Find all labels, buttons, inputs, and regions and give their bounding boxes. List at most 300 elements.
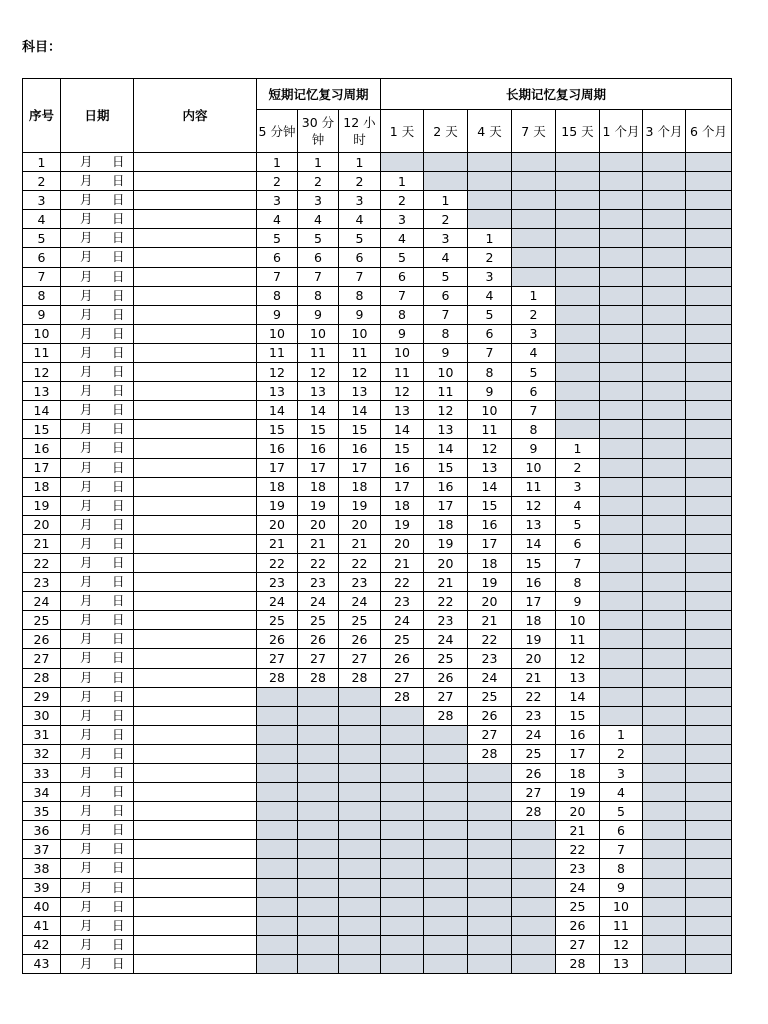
date-cell[interactable] [61, 954, 134, 973]
row-number: 7 [23, 267, 61, 286]
review-cell [643, 267, 686, 286]
review-cell: 24 [381, 611, 424, 630]
review-cell: 19 [468, 573, 512, 592]
content-cell[interactable] [134, 172, 257, 191]
date-cell[interactable] [61, 305, 134, 324]
review-cell [686, 191, 732, 210]
review-cell [381, 916, 424, 935]
date-cell[interactable] [61, 286, 134, 305]
date-cell[interactable] [61, 534, 134, 553]
content-cell[interactable] [134, 764, 257, 783]
month-label: 月 [80, 612, 93, 628]
review-cell [686, 363, 732, 382]
review-cell [298, 725, 339, 744]
month-label: 月 [80, 211, 93, 227]
review-cell: 7 [424, 305, 468, 324]
row-number: 32 [23, 744, 61, 763]
table-row [23, 420, 732, 439]
review-cell: 10 [339, 324, 381, 343]
review-cell: 17 [381, 477, 424, 496]
content-cell[interactable] [134, 343, 257, 362]
content-cell[interactable] [134, 401, 257, 420]
review-cell [381, 878, 424, 897]
review-cell [686, 553, 732, 572]
date-cell[interactable] [61, 611, 134, 630]
day-label: 日 [112, 440, 125, 456]
date-cell[interactable] [61, 573, 134, 592]
review-cell [257, 706, 298, 725]
review-cell: 8 [556, 573, 600, 592]
day-label: 日 [112, 650, 125, 666]
review-cell [643, 363, 686, 382]
table-row [23, 324, 732, 343]
row-number: 22 [23, 553, 61, 572]
review-cell: 24 [556, 878, 600, 897]
review-cell: 7 [468, 343, 512, 362]
review-cell: 4 [381, 229, 424, 248]
content-cell[interactable] [134, 668, 257, 687]
review-cell [381, 840, 424, 859]
row-number: 28 [23, 668, 61, 687]
row-number: 18 [23, 477, 61, 496]
row-number: 38 [23, 859, 61, 878]
header-interval-8: 15 天 [556, 110, 600, 153]
month-label: 月 [80, 173, 93, 189]
review-cell: 22 [424, 592, 468, 611]
review-cell: 15 [468, 496, 512, 515]
review-cell [468, 821, 512, 840]
review-cell: 7 [339, 267, 381, 286]
review-cell: 18 [556, 764, 600, 783]
date-cell[interactable] [61, 153, 134, 172]
date-cell[interactable] [61, 630, 134, 649]
content-cell[interactable] [134, 553, 257, 572]
review-cell [298, 935, 339, 954]
day-label: 日 [112, 688, 125, 704]
review-cell: 26 [424, 668, 468, 687]
review-cell [381, 954, 424, 973]
review-cell [643, 210, 686, 229]
content-cell[interactable] [134, 916, 257, 935]
table-row [23, 840, 732, 859]
day-label: 日 [112, 879, 125, 895]
day-label: 日 [112, 535, 125, 551]
review-cell: 15 [512, 553, 556, 572]
review-cell [424, 897, 468, 916]
review-cell [512, 878, 556, 897]
content-cell[interactable] [134, 439, 257, 458]
table-row [23, 515, 732, 534]
table-row [23, 172, 732, 191]
review-cell [257, 802, 298, 821]
day-label: 日 [112, 784, 125, 800]
review-cell: 5 [298, 229, 339, 248]
review-cell [600, 420, 643, 439]
row-number: 26 [23, 630, 61, 649]
review-cell [512, 954, 556, 973]
review-cell [686, 744, 732, 763]
header-interval-1: 5 分钟 [257, 110, 298, 153]
date-cell[interactable] [61, 706, 134, 725]
review-cell [257, 897, 298, 916]
review-cell [686, 725, 732, 744]
date-cell[interactable] [61, 668, 134, 687]
date-cell[interactable] [61, 191, 134, 210]
content-cell[interactable] [134, 725, 257, 744]
review-cell [643, 954, 686, 973]
review-cell: 22 [257, 553, 298, 572]
review-cell: 5 [381, 248, 424, 267]
date-cell[interactable] [61, 859, 134, 878]
row-number: 12 [23, 363, 61, 382]
content-cell[interactable] [134, 954, 257, 973]
date-cell[interactable] [61, 210, 134, 229]
review-cell [468, 859, 512, 878]
date-cell[interactable] [61, 553, 134, 572]
content-cell[interactable] [134, 859, 257, 878]
review-cell: 7 [600, 840, 643, 859]
review-cell: 20 [257, 515, 298, 534]
month-label: 月 [80, 497, 93, 513]
content-cell[interactable] [134, 706, 257, 725]
date-cell[interactable] [61, 802, 134, 821]
review-cell [600, 363, 643, 382]
content-cell[interactable] [134, 324, 257, 343]
review-cell: 28 [339, 668, 381, 687]
review-cell [298, 744, 339, 763]
table-row [23, 802, 732, 821]
review-cell: 26 [257, 630, 298, 649]
review-cell: 8 [339, 286, 381, 305]
review-cell [424, 821, 468, 840]
review-cell: 19 [424, 534, 468, 553]
review-cell [556, 305, 600, 324]
row-number: 35 [23, 802, 61, 821]
review-cell: 7 [298, 267, 339, 286]
review-cell [686, 172, 732, 191]
date-cell[interactable] [61, 267, 134, 286]
review-cell [512, 267, 556, 286]
review-cell: 27 [468, 725, 512, 744]
review-cell: 4 [257, 210, 298, 229]
review-cell [257, 764, 298, 783]
content-cell[interactable] [134, 420, 257, 439]
review-cell [686, 821, 732, 840]
review-cell [686, 305, 732, 324]
review-cell: 9 [257, 305, 298, 324]
content-cell[interactable] [134, 821, 257, 840]
review-cell: 18 [381, 496, 424, 515]
content-cell[interactable] [134, 744, 257, 763]
review-cell: 27 [381, 668, 424, 687]
date-cell[interactable] [61, 248, 134, 267]
day-label: 日 [112, 325, 125, 341]
review-cell: 10 [381, 343, 424, 362]
review-cell [468, 916, 512, 935]
date-cell[interactable] [61, 363, 134, 382]
review-cell [600, 172, 643, 191]
review-cell [339, 744, 381, 763]
date-cell[interactable] [61, 878, 134, 897]
date-cell[interactable] [61, 458, 134, 477]
review-cell [686, 496, 732, 515]
date-cell[interactable] [61, 496, 134, 515]
review-cell [257, 954, 298, 973]
review-cell: 16 [339, 439, 381, 458]
review-cell: 5 [600, 802, 643, 821]
table-row [23, 687, 732, 706]
review-cell [686, 458, 732, 477]
content-cell[interactable] [134, 191, 257, 210]
review-cell [512, 916, 556, 935]
row-number: 10 [23, 324, 61, 343]
date-cell[interactable] [61, 382, 134, 401]
header-interval-4: 1 天 [381, 110, 424, 153]
review-cell: 27 [512, 783, 556, 802]
month-label: 月 [80, 268, 93, 284]
review-cell: 14 [468, 477, 512, 496]
review-cell: 8 [298, 286, 339, 305]
review-cell: 5 [339, 229, 381, 248]
review-cell [643, 458, 686, 477]
review-cell [643, 802, 686, 821]
content-cell[interactable] [134, 286, 257, 305]
content-cell[interactable] [134, 229, 257, 248]
date-cell[interactable] [61, 477, 134, 496]
date-cell[interactable] [61, 916, 134, 935]
review-cell [512, 248, 556, 267]
review-cell: 6 [381, 267, 424, 286]
content-cell[interactable] [134, 210, 257, 229]
table-row [23, 630, 732, 649]
review-cell [686, 477, 732, 496]
header-interval-3: 12 小时 [339, 110, 381, 153]
date-cell[interactable] [61, 515, 134, 534]
date-cell[interactable] [61, 744, 134, 763]
day-label: 日 [112, 344, 125, 360]
review-cell [686, 515, 732, 534]
review-cell [600, 267, 643, 286]
review-cell [686, 630, 732, 649]
review-cell [643, 553, 686, 572]
date-cell[interactable] [61, 229, 134, 248]
review-cell [643, 343, 686, 362]
review-cell [339, 859, 381, 878]
review-cell [686, 229, 732, 248]
content-cell[interactable] [134, 382, 257, 401]
date-cell[interactable] [61, 420, 134, 439]
date-cell[interactable] [61, 821, 134, 840]
review-cell [643, 764, 686, 783]
review-cell: 25 [424, 649, 468, 668]
day-label: 日 [112, 421, 125, 437]
review-cell: 9 [556, 592, 600, 611]
review-cell: 12 [381, 382, 424, 401]
review-cell [298, 840, 339, 859]
content-cell[interactable] [134, 649, 257, 668]
content-cell[interactable] [134, 305, 257, 324]
review-cell [600, 668, 643, 687]
month-label: 月 [80, 287, 93, 303]
table-row [23, 783, 732, 802]
date-cell[interactable] [61, 343, 134, 362]
review-cell: 1 [424, 191, 468, 210]
review-cell: 28 [381, 687, 424, 706]
review-cell: 15 [424, 458, 468, 477]
review-cell: 3 [381, 210, 424, 229]
review-cell: 16 [257, 439, 298, 458]
review-cell: 19 [257, 496, 298, 515]
review-cell: 4 [468, 286, 512, 305]
review-cell: 24 [339, 592, 381, 611]
subject-label: 科目： [22, 40, 62, 55]
review-cell [424, 916, 468, 935]
content-cell[interactable] [134, 248, 257, 267]
content-cell[interactable] [134, 840, 257, 859]
review-cell: 11 [424, 382, 468, 401]
review-cell: 13 [468, 458, 512, 477]
review-cell [686, 668, 732, 687]
date-cell[interactable] [61, 172, 134, 191]
day-label: 日 [112, 459, 125, 475]
review-cell: 3 [257, 191, 298, 210]
content-cell[interactable] [134, 477, 257, 496]
review-cell [643, 420, 686, 439]
review-cell [424, 954, 468, 973]
review-cell: 2 [298, 172, 339, 191]
review-cell: 12 [424, 401, 468, 420]
review-cell: 21 [257, 534, 298, 553]
month-label: 月 [80, 459, 93, 475]
review-cell: 17 [257, 458, 298, 477]
date-cell[interactable] [61, 725, 134, 744]
review-cell [686, 802, 732, 821]
content-cell[interactable] [134, 878, 257, 897]
content-cell[interactable] [134, 458, 257, 477]
review-cell: 11 [257, 343, 298, 362]
review-cell [600, 611, 643, 630]
table-row [23, 305, 732, 324]
content-cell[interactable] [134, 592, 257, 611]
review-cell [600, 382, 643, 401]
review-cell: 5 [468, 305, 512, 324]
review-cell: 3 [298, 191, 339, 210]
review-cell [600, 687, 643, 706]
review-cell: 14 [424, 439, 468, 458]
row-number: 14 [23, 401, 61, 420]
content-cell[interactable] [134, 515, 257, 534]
review-cell [600, 649, 643, 668]
date-cell[interactable] [61, 840, 134, 859]
date-cell[interactable] [61, 401, 134, 420]
review-cell [600, 153, 643, 172]
table-row [23, 573, 732, 592]
review-cell: 7 [512, 401, 556, 420]
table-row [23, 725, 732, 744]
month-label: 月 [80, 803, 93, 819]
content-cell[interactable] [134, 267, 257, 286]
day-label: 日 [112, 497, 125, 513]
review-cell: 6 [468, 324, 512, 343]
month-label: 月 [80, 765, 93, 780]
date-cell[interactable] [61, 783, 134, 802]
review-cell: 14 [512, 534, 556, 553]
review-cell [643, 477, 686, 496]
day-label: 日 [112, 211, 125, 227]
month-label: 月 [80, 860, 93, 876]
review-cell [600, 305, 643, 324]
date-cell[interactable] [61, 764, 134, 783]
review-cell [512, 840, 556, 859]
review-cell: 17 [512, 592, 556, 611]
review-cell: 1 [381, 172, 424, 191]
content-cell[interactable] [134, 802, 257, 821]
content-cell[interactable] [134, 687, 257, 706]
review-cell [556, 267, 600, 286]
review-cell: 23 [556, 859, 600, 878]
date-cell[interactable] [61, 592, 134, 611]
review-cell [468, 210, 512, 229]
row-number: 24 [23, 592, 61, 611]
review-cell: 21 [512, 668, 556, 687]
review-cell [686, 153, 732, 172]
review-cell [512, 821, 556, 840]
date-cell[interactable] [61, 324, 134, 343]
content-cell[interactable] [134, 363, 257, 382]
day-label: 日 [112, 936, 125, 952]
date-cell[interactable] [61, 649, 134, 668]
review-cell [468, 954, 512, 973]
day-label: 日 [112, 287, 125, 303]
month-label: 月 [80, 230, 93, 246]
review-cell: 17 [556, 744, 600, 763]
review-cell: 25 [468, 687, 512, 706]
day-label: 日 [112, 822, 125, 838]
content-cell[interactable] [134, 935, 257, 954]
header-content: 内容 [134, 79, 257, 153]
content-cell[interactable] [134, 153, 257, 172]
content-cell[interactable] [134, 496, 257, 515]
review-cell [424, 153, 468, 172]
review-cell [643, 592, 686, 611]
date-cell[interactable] [61, 897, 134, 916]
content-cell[interactable] [134, 611, 257, 630]
content-cell[interactable] [134, 630, 257, 649]
review-cell: 25 [298, 611, 339, 630]
review-cell: 18 [424, 515, 468, 534]
row-number: 2 [23, 172, 61, 191]
review-cell [643, 172, 686, 191]
content-cell[interactable] [134, 534, 257, 553]
review-cell: 28 [298, 668, 339, 687]
day-label: 日 [112, 803, 125, 819]
content-cell[interactable] [134, 573, 257, 592]
review-cell [424, 878, 468, 897]
content-cell[interactable] [134, 897, 257, 916]
month-label: 月 [80, 726, 93, 742]
header-interval-6: 4 天 [468, 110, 512, 153]
review-cell: 27 [556, 935, 600, 954]
review-cell: 2 [556, 458, 600, 477]
review-cell: 3 [600, 764, 643, 783]
review-cell: 1 [298, 153, 339, 172]
review-cell [424, 935, 468, 954]
date-cell[interactable] [61, 935, 134, 954]
row-number: 37 [23, 840, 61, 859]
content-cell[interactable] [134, 783, 257, 802]
date-cell[interactable] [61, 687, 134, 706]
date-cell[interactable] [61, 439, 134, 458]
